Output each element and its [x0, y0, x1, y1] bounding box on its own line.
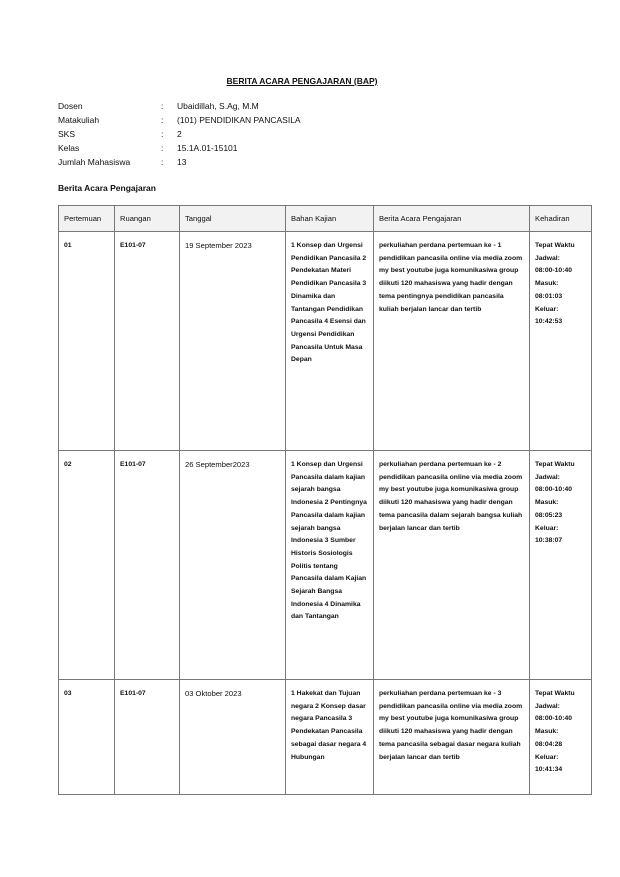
- header-berita-acara: Berita Acara Pengajaran: [374, 206, 530, 232]
- cell-ruangan: E101-07: [115, 451, 180, 680]
- cell-pertemuan: 02: [59, 451, 115, 680]
- info-value: 15.1A.01-15101: [177, 143, 238, 153]
- info-row-dosen: [58, 99, 301, 113]
- header-pertemuan: Pertemuan: [59, 206, 115, 232]
- cell-bahan-kajian: 1 Konsep dan Urgensi Pendidikan Pancasila 2 Pendekatan Materi Pendidikan Pancasila 3 Dinamika dan Tantangan Pendidikan Pancasila 4 Esensi dan Urgensi Pendidikan Pancasila Untuk Masa Depan: [286, 232, 374, 451]
- info-colon: :: [161, 157, 164, 167]
- cell-bahan-kajian: 1 Konsep dan Urgensi Pancasila dalam kajian sejarah bangsa Indonesia 2 Pentingnya Pancasila dalam kajian sejarah bangsa Indonesia 3 Sumber Historis Sosiologis Politis tentang Pancasila dalam Kajian Sejarah Bangsa Indonesia 4 Dinamika dan Tantangan: [286, 451, 374, 680]
- cell-berita-acara: perkuliahan perdana pertemuan ke - 2 pendidikan pancasila online via media zoom my best youtube juga komunikasiwa group diikuti 120 mahasiswa yang hadir dengan tema pancasila dalam sejarah bangsa kuliah berjalan lancar dan tertib: [374, 451, 530, 680]
- section-title: Berita Acara Pengajaran: [58, 183, 156, 193]
- table-row: [59, 232, 592, 451]
- info-row-matakuliah: [58, 113, 301, 127]
- cell-tanggal: 26 September2023: [180, 451, 286, 680]
- info-colon: :: [161, 129, 164, 139]
- cell-pertemuan: 01: [59, 232, 115, 451]
- table-row: [59, 680, 592, 795]
- course-info: [58, 99, 301, 169]
- info-row-kelas: [58, 141, 301, 155]
- cell-tanggal: 03 Oktober 2023: [180, 680, 286, 795]
- cell-kehadiran: [530, 680, 592, 795]
- cell-kehadiran: [530, 232, 592, 451]
- info-value: Ubaidillah, S.Ag, M.M: [177, 101, 259, 111]
- table-header-row: [59, 206, 592, 232]
- cell-bahan-kajian: 1 Hakekat dan Tujuan negara 2 Konsep dasar negara Pancasila 3 Pendekatan Pancasila sebagai dasar negara 4 Hubungan: [286, 680, 374, 795]
- cell-berita-acara: perkuliahan perdana pertemuan ke - 1 pendidikan pancasila online via media zoom my best youtube juga komunikasiwa group diikuti 120 mahasiswa yang hadir dengan tema pentingnya pendidikan pancasila kuliah berjalan lancar dan tertib: [374, 232, 530, 451]
- cell-pertemuan: 03: [59, 680, 115, 795]
- cell-berita-acara: perkuliahan perdana pertemuan ke - 3 pendidikan pancasila online via media zoom my best youtube juga komunikasiwa group diikuti 120 mahasiswa yang hadir dengan tema pancasila sebagai dasar negara kuliah berjalan lancar dan tertib: [374, 680, 530, 795]
- info-label: SKS: [58, 129, 76, 139]
- kehadiran-text: Tepat Waktu Jadwal: 08:00-10:40 Masuk: 08:01:03 Keluar: 10:42:53: [535, 242, 575, 326]
- info-label: Dosen: [58, 101, 83, 111]
- bap-table: [58, 205, 592, 795]
- info-row-jumlah-mahasiswa: [58, 155, 301, 169]
- page-title: BERITA ACARA PENGAJARAN (BAP): [226, 76, 378, 86]
- info-colon: :: [161, 115, 164, 125]
- kehadiran-text: Tepat Waktu Jadwal: 08:00-10:40 Masuk: 08:05:23 Keluar: 10:38:07: [535, 461, 575, 545]
- info-label: Jumlah Mahasiswa: [58, 157, 131, 167]
- info-value: 13: [177, 157, 187, 167]
- kehadiran-text: Tepat Waktu Jadwal: 08:00-10:40 Masuk: 08:04:28 Keluar: 10:41:34: [535, 690, 575, 774]
- table-row: [59, 451, 592, 680]
- header-tanggal: Tanggal: [180, 206, 286, 232]
- info-value: 2: [177, 129, 182, 139]
- cell-tanggal: 19 September 2023: [180, 232, 286, 451]
- cell-ruangan: E101-07: [115, 680, 180, 795]
- header-ruangan: Ruangan: [115, 206, 180, 232]
- info-row-sks: [58, 127, 301, 141]
- info-colon: :: [161, 101, 164, 111]
- header-bahan-kajian: Bahan Kajian: [286, 206, 374, 232]
- info-value: (101) PENDIDIKAN PANCASILA: [177, 115, 301, 125]
- header-kehadiran: Kehadiran: [530, 206, 592, 232]
- info-colon: :: [161, 143, 164, 153]
- cell-kehadiran: [530, 451, 592, 680]
- cell-ruangan: E101-07: [115, 232, 180, 451]
- info-label: Matakuliah: [58, 115, 100, 125]
- info-label: Kelas: [58, 143, 80, 153]
